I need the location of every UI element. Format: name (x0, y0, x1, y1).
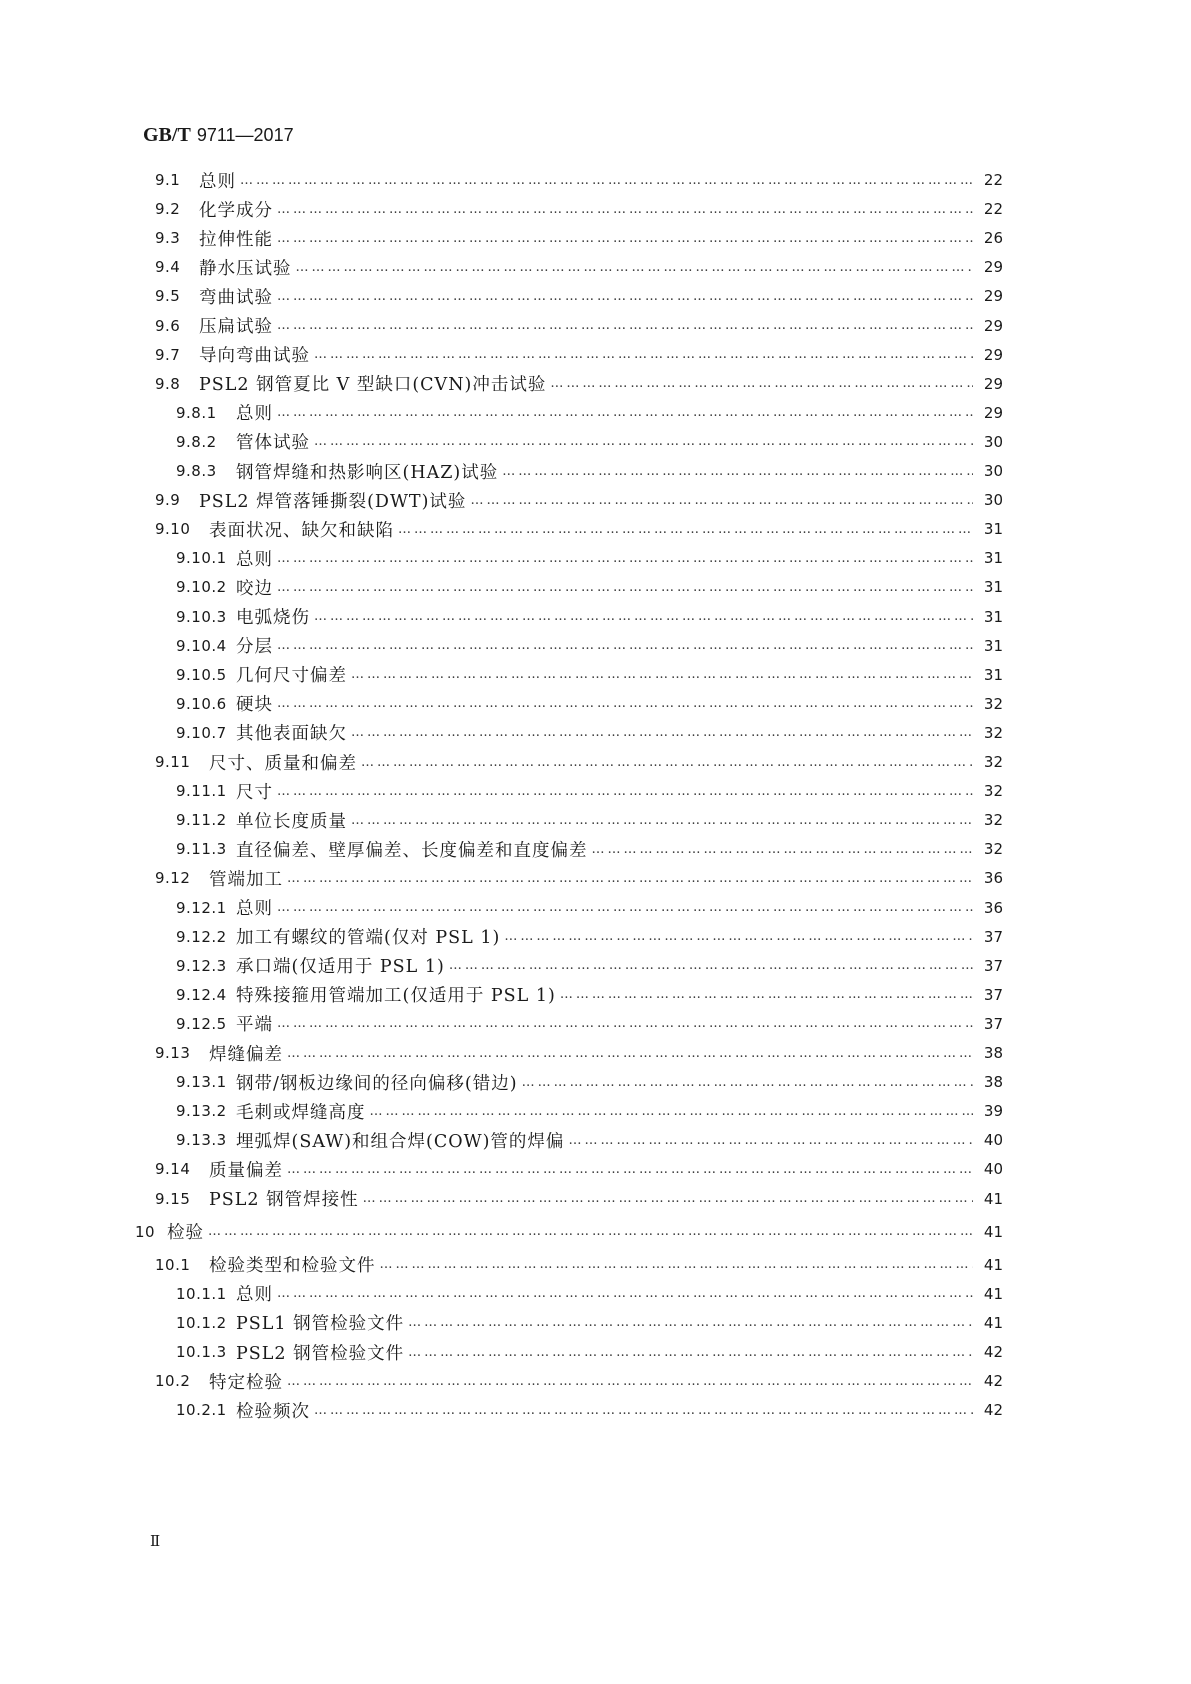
toc-entry-page: 32 (983, 811, 1003, 830)
leader-dots (277, 1016, 973, 1031)
toc-entry-number: 9.12.2 (176, 927, 227, 946)
toc-entry-title: 单位长度质量 (236, 811, 347, 832)
toc-entry[interactable] (155, 517, 1003, 541)
toc-entry[interactable] (135, 1220, 1003, 1244)
toc-entry-number: 9.10.5 (176, 665, 227, 684)
toc-entry[interactable] (176, 1099, 1003, 1123)
toc-entry-page: 31 (983, 636, 1003, 655)
toc-entry-page: 32 (983, 840, 1003, 859)
toc-entry-number: 9.12 (155, 869, 191, 888)
toc-entry-title: 静水压试验 (199, 258, 292, 279)
toc-entry-number: 9.9 (155, 491, 181, 510)
toc-entry-page: 37 (983, 956, 1003, 975)
toc-entry-page: 30 (983, 432, 1003, 451)
toc-entry-page: 30 (983, 462, 1003, 480)
toc-entry[interactable] (155, 314, 1003, 338)
toc-entry[interactable] (155, 866, 1003, 890)
toc-entry-number: 10 (135, 1222, 156, 1241)
leader-dots (408, 1315, 973, 1330)
toc-entry[interactable] (176, 401, 1003, 425)
leader-dots (363, 1191, 973, 1206)
leader-dots (240, 173, 973, 188)
toc-entry-title: 检验频次 (236, 1401, 310, 1422)
toc-entry-title: 总则 (199, 171, 236, 192)
toc-entry-number: 9.11 (155, 753, 191, 771)
toc-entry-number: 9.10.4 (176, 636, 227, 655)
toc-entry-page: 37 (983, 1014, 1003, 1033)
toc-entry[interactable] (155, 226, 1003, 250)
toc-entry[interactable] (176, 459, 1003, 483)
toc-entry-title: 尺寸、质量和偏差 (209, 753, 357, 774)
toc-entry-page: 42 (983, 1401, 1003, 1420)
leader-dots (314, 434, 973, 449)
toc-entry-number: 9.10.3 (176, 607, 227, 626)
leader-dots (351, 725, 973, 740)
toc-entry-number: 9.2 (155, 200, 181, 219)
leader-dots (296, 260, 974, 275)
toc-entry-number: 9.8 (155, 374, 181, 393)
toc-entry-page: 29 (983, 258, 1003, 277)
leader-dots (398, 522, 973, 537)
toc-entry[interactable] (155, 1369, 1003, 1393)
leader-dots (277, 231, 973, 246)
toc-entry[interactable] (155, 372, 1003, 396)
toc-entry-number: 9.13.2 (176, 1102, 227, 1121)
toc-entry-title: 拉伸性能 (199, 229, 273, 250)
toc-entry-number: 10.2.1 (176, 1401, 227, 1420)
toc-entry-title: 毛刺或焊缝高度 (236, 1102, 366, 1123)
toc-entry-page: 29 (983, 345, 1003, 364)
toc-entry-title: 承口端(仅适用于 PSL 1) (236, 957, 445, 978)
standard-code: GB/T (143, 124, 191, 146)
leader-dots (277, 580, 973, 595)
toc-entry[interactable] (155, 1157, 1003, 1181)
toc-entry-page: 41 (983, 1313, 1003, 1332)
toc-entry-number: 9.11.1 (176, 782, 227, 801)
leader-dots (277, 900, 973, 915)
toc-entry-page: 31 (983, 665, 1003, 684)
leader-dots (277, 318, 973, 333)
toc-entry[interactable] (176, 808, 1003, 832)
toc-entry-number: 9.1 (155, 171, 181, 189)
toc-entry-title: 其他表面缺欠 (236, 724, 347, 745)
toc-entry-page: 29 (983, 287, 1003, 306)
toc-entry[interactable] (155, 284, 1003, 308)
toc-entry-title: 管体试验 (236, 433, 310, 454)
leader-dots (408, 1345, 973, 1360)
toc-entry-number: 10.1.1 (176, 1284, 227, 1303)
toc-entry-title: PSL2 钢管夏比 V 型缺口(CVN)冲击试验 (199, 375, 547, 396)
toc-entry-title: 总则 (236, 549, 273, 570)
toc-entry-page: 39 (983, 1102, 1003, 1121)
toc-entry-number: 9.10.2 (176, 578, 227, 597)
leader-dots (287, 1374, 973, 1389)
leader-dots (277, 202, 973, 217)
toc-entry-page: 22 (983, 200, 1003, 219)
toc-entry-number: 9.13.3 (176, 1131, 227, 1150)
toc-entry-title: 焊缝偏差 (209, 1044, 283, 1065)
toc-entry-page: 31 (983, 607, 1003, 626)
toc-entry-number: 9.10.6 (176, 694, 227, 713)
document-header (143, 124, 294, 147)
leader-dots (277, 696, 973, 711)
toc-entry-page: 40 (983, 1160, 1003, 1179)
leader-dots (380, 1257, 974, 1272)
toc-entry[interactable] (176, 1012, 1003, 1036)
toc-entry[interactable] (176, 721, 1003, 745)
leader-dots (449, 958, 973, 973)
toc-entry[interactable] (155, 197, 1003, 221)
page-number: Ⅱ (150, 1532, 161, 1550)
toc-entry-title: PSL1 钢管检验文件 (236, 1314, 405, 1335)
toc-entry-title: 硬块 (236, 695, 273, 716)
toc-entry-page: 32 (983, 723, 1003, 742)
toc-entry-page: 40 (983, 1131, 1003, 1150)
toc-entry[interactable] (176, 925, 1003, 949)
toc-entry-page: 37 (983, 927, 1003, 946)
toc-entry-number: 9.10.7 (176, 723, 227, 742)
leader-dots (560, 987, 973, 1002)
toc-entry[interactable] (176, 1070, 1003, 1094)
leader-dots (550, 376, 973, 391)
toc-entry-title: 压扁试验 (199, 317, 273, 337)
toc-entry-page: 32 (983, 694, 1003, 713)
leader-dots (277, 1286, 973, 1301)
toc-entry-number: 9.4 (155, 258, 181, 277)
toc-entry[interactable] (176, 575, 1003, 599)
toc-entry-page: 32 (983, 782, 1003, 801)
toc-entry-title: 总则 (236, 1285, 273, 1306)
toc-entry-number: 10.1.3 (176, 1343, 227, 1361)
toc-entry-number: 9.8.3 (176, 462, 217, 480)
toc-entry[interactable] (176, 663, 1003, 687)
toc-entry-number: 9.12.3 (176, 956, 227, 975)
toc-entry-page: 30 (983, 491, 1003, 510)
toc-entry-number: 10.1.2 (176, 1313, 227, 1332)
leader-dots (351, 813, 973, 828)
toc-entry-page: 26 (983, 229, 1003, 248)
toc-entry-page: 36 (983, 869, 1003, 888)
toc-entry[interactable] (176, 779, 1003, 803)
leader-dots (277, 784, 973, 799)
toc-entry-title: 检验 (167, 1223, 204, 1244)
toc-entry-number: 9.15 (155, 1189, 191, 1208)
toc-entry-title: 电弧烧伤 (236, 608, 310, 628)
toc-entry-number: 9.12.1 (176, 898, 227, 917)
toc-entry-title: 特定检验 (209, 1372, 283, 1393)
toc-entry-number: 9.8.2 (176, 432, 217, 451)
toc-entry[interactable] (176, 1398, 1003, 1422)
toc-entry-number: 9.7 (155, 345, 181, 364)
toc-entry-title: 平端 (236, 1015, 273, 1036)
toc-entry[interactable] (176, 983, 1003, 1007)
leader-dots (351, 667, 973, 682)
toc-entry[interactable] (176, 692, 1003, 716)
leader-dots (470, 493, 973, 508)
toc-entry-number: 9.14 (155, 1160, 191, 1179)
toc-entry-title: 分层 (236, 637, 273, 658)
toc-entry-page: 32 (983, 753, 1003, 771)
toc-entry-page: 36 (983, 898, 1003, 917)
toc-entry-number: 9.6 (155, 316, 181, 335)
toc-entry-page: 38 (983, 1044, 1003, 1062)
toc-entry-page: 31 (983, 549, 1003, 568)
toc-entry-page: 41 (983, 1189, 1003, 1208)
toc-entry-page: 41 (983, 1222, 1003, 1241)
toc-entry[interactable] (176, 1282, 1003, 1306)
leader-dots (314, 347, 973, 362)
leader-dots (568, 1133, 973, 1148)
toc-entry-title: PSL2 焊管落锤撕裂(DWT)试验 (199, 491, 467, 512)
toc-entry-number: 9.13 (155, 1044, 191, 1062)
toc-entry[interactable] (155, 488, 1003, 512)
leader-dots (592, 842, 974, 857)
toc-entry-title: 导向弯曲试验 (199, 346, 310, 367)
leader-dots (287, 1046, 973, 1061)
toc-entry[interactable] (155, 750, 1003, 774)
toc-entry[interactable] (176, 605, 1003, 629)
leader-dots (277, 638, 973, 653)
toc-entry-title: 总则 (236, 404, 273, 425)
toc-entry[interactable] (155, 1187, 1003, 1211)
toc-entry-number: 9.10.1 (176, 549, 227, 568)
leader-dots (504, 929, 973, 944)
toc-entry-page: 42 (983, 1372, 1003, 1391)
toc-entry[interactable] (155, 1041, 1003, 1065)
toc-entry-page: 41 (983, 1255, 1003, 1274)
toc-entry-number: 9.5 (155, 287, 181, 306)
leader-dots (277, 289, 973, 304)
toc-entry-page: 29 (983, 374, 1003, 393)
leader-dots (502, 464, 973, 479)
toc-entry-title: 尺寸 (236, 782, 273, 803)
toc-entry[interactable] (176, 896, 1003, 920)
toc-entry-number: 9.12.5 (176, 1014, 227, 1033)
toc-entry-page: 37 (983, 985, 1003, 1004)
toc-entry-title: 钢管焊缝和热影响区(HAZ)试验 (236, 462, 499, 483)
toc-entry-title: 咬边 (236, 578, 273, 599)
toc-entry-title: 弯曲试验 (199, 287, 273, 308)
toc-entry-number: 9.10 (155, 520, 191, 539)
leader-dots (277, 551, 973, 566)
leader-dots (277, 405, 973, 420)
standard-number: 9711—2017 (196, 125, 294, 145)
toc-entry[interactable] (155, 168, 1003, 192)
leader-dots (361, 755, 973, 770)
toc-entry-number: 9.12.4 (176, 985, 227, 1004)
toc-entry[interactable] (176, 1340, 1003, 1364)
toc-entry-title: 检验类型和检验文件 (209, 1256, 376, 1277)
toc-entry[interactable] (176, 634, 1003, 658)
leader-dots (208, 1224, 973, 1239)
toc-entry[interactable] (176, 954, 1003, 978)
toc-entry-title: PSL2 钢管检验文件 (236, 1343, 405, 1364)
toc-entry-number: 10.2 (155, 1372, 191, 1391)
toc-entry-number: 9.11.3 (176, 840, 227, 859)
toc-entry-title: 质量偏差 (209, 1160, 283, 1181)
toc-entry[interactable] (155, 343, 1003, 367)
toc-entry-number: 9.8.1 (176, 403, 217, 422)
toc-entry-page: 29 (983, 403, 1003, 422)
toc-entry-title: 总则 (236, 899, 273, 919)
toc-entry[interactable] (176, 546, 1003, 570)
toc-entry-title: 加工有螺纹的管端(仅对 PSL 1) (236, 928, 501, 949)
toc-entry[interactable] (176, 430, 1003, 454)
toc-entry-title: 化学成分 (199, 200, 273, 221)
toc-entry-page: 31 (983, 578, 1003, 597)
leader-dots (314, 1403, 973, 1418)
toc-entry-title: 埋弧焊(SAW)和组合焊(COW)管的焊偏 (236, 1131, 565, 1152)
toc-entry-title: 钢带/钢板边缘间的径向偏移(错边) (236, 1073, 518, 1094)
toc-entry[interactable] (176, 1311, 1003, 1335)
toc-entry-number: 10.1 (155, 1255, 191, 1274)
leader-dots (314, 609, 973, 624)
leader-dots (370, 1104, 974, 1119)
toc-entry[interactable] (176, 837, 1003, 861)
toc-entry-number: 9.13.1 (176, 1073, 227, 1092)
toc-entry-number: 9.11.2 (176, 811, 227, 830)
leader-dots (522, 1075, 973, 1090)
toc-entry-page: 31 (983, 520, 1003, 539)
toc-entry-title: PSL2 钢管焊接性 (209, 1190, 359, 1210)
toc-entry-title: 直径偏差、壁厚偏差、长度偏差和直度偏差 (236, 840, 588, 861)
toc-entry-page: 38 (983, 1073, 1003, 1092)
toc-entry-number: 9.3 (155, 229, 181, 248)
leader-dots (287, 1162, 973, 1177)
toc-entry-title: 特殊接箍用管端加工(仅适用于 PSL 1) (236, 986, 556, 1007)
toc-entry-page: 29 (983, 316, 1003, 335)
toc-entry-title: 几何尺寸偏差 (236, 666, 347, 687)
toc-entry[interactable] (176, 1128, 1003, 1152)
toc-entry-page: 42 (983, 1343, 1003, 1361)
toc-entry-page: 41 (983, 1284, 1003, 1303)
toc-entry-page: 22 (983, 171, 1003, 189)
toc-entry[interactable] (155, 1253, 1003, 1277)
toc-entry[interactable] (155, 255, 1003, 279)
leader-dots (287, 871, 973, 886)
toc-entry-title: 管端加工 (209, 869, 283, 890)
toc-entry-title: 表面状况、缺欠和缺陷 (209, 520, 394, 541)
